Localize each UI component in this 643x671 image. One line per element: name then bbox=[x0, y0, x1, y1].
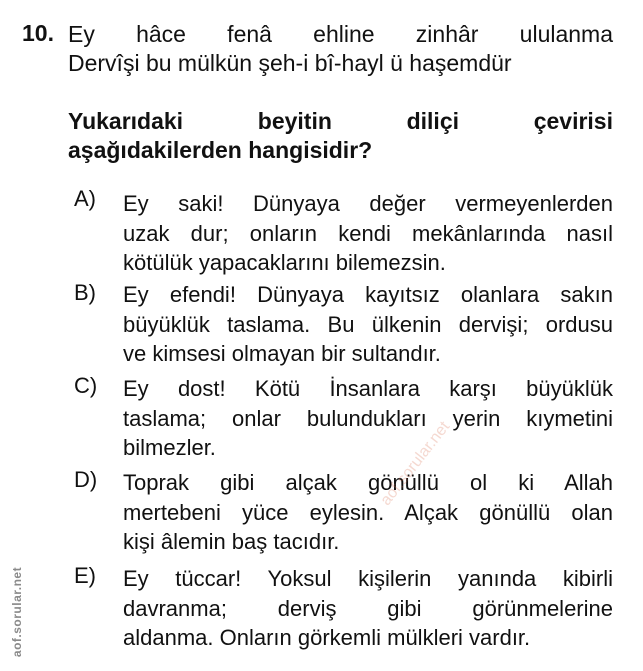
option-d[interactable] bbox=[123, 468, 613, 557]
option-c[interactable] bbox=[123, 374, 613, 463]
option-a[interactable] bbox=[123, 189, 613, 278]
option-c-label[interactable]: C) bbox=[74, 373, 98, 398]
option-line: aldanma. Onların görkemli mülkleri vardır. bbox=[123, 625, 531, 650]
verse-line: Dervîşi bu mülkün şeh-i bî-hayl ü haşemdür bbox=[68, 50, 512, 76]
option-line: Ey efendi! Dünyaya kayıtsız olanlara sakın bbox=[123, 282, 613, 307]
option-line: Ey tüccar! Yoksul kişilerin yanında kibirli bbox=[123, 566, 613, 591]
option-line: bilmezler. bbox=[123, 435, 216, 460]
option-d-label[interactable]: D) bbox=[74, 467, 98, 492]
option-line: Ey dost! Kötü İnsanlara karşı büyüklük bbox=[123, 376, 613, 401]
side-watermark: aof.sorular.net bbox=[10, 566, 25, 658]
option-b[interactable] bbox=[123, 280, 613, 369]
option-a-label[interactable]: A) bbox=[74, 186, 96, 211]
verse-line: Ey hâce fenâ ehline zinhâr ululanma bbox=[68, 21, 613, 47]
option-line: Ey saki! Dünyaya değer vermeyenlerden bbox=[123, 191, 613, 216]
option-e[interactable] bbox=[123, 564, 613, 653]
option-line: büyüklük taslama. Bu ülkenin dervişi; ordusu bbox=[123, 311, 613, 337]
option-line: uzak dur; onların kendi mekânlarında nasıl bbox=[123, 220, 613, 246]
option-line: taslama; onlar bulundukları yerin kıymetini bbox=[123, 405, 613, 431]
prompt-line: Yukarıdaki beyitin diliçi çevirisi bbox=[68, 108, 613, 134]
option-b-label[interactable]: B) bbox=[74, 280, 96, 305]
option-line: mertebeni yüce eylesin. Alçak gönüllü olan bbox=[123, 499, 613, 525]
question-prompt bbox=[68, 107, 613, 165]
verse bbox=[68, 20, 613, 78]
option-line: kötülük yapacaklarını bilemezsin. bbox=[123, 250, 446, 275]
option-line: kişi âlemin baş tacıdır. bbox=[123, 529, 340, 554]
option-line: davranma; derviş gibi görünmelerine bbox=[123, 595, 613, 621]
diagonal-watermark: aof.sorular.net bbox=[377, 418, 454, 509]
option-e-label[interactable]: E) bbox=[74, 563, 96, 588]
option-line: Toprak gibi alçak gönüllü ol ki Allah bbox=[123, 470, 613, 495]
prompt-line: aşağıdakilerden hangisidir? bbox=[68, 137, 373, 163]
question-number: 10. bbox=[22, 20, 54, 46]
option-line: ve kimsesi olmayan bir sultandır. bbox=[123, 341, 441, 366]
